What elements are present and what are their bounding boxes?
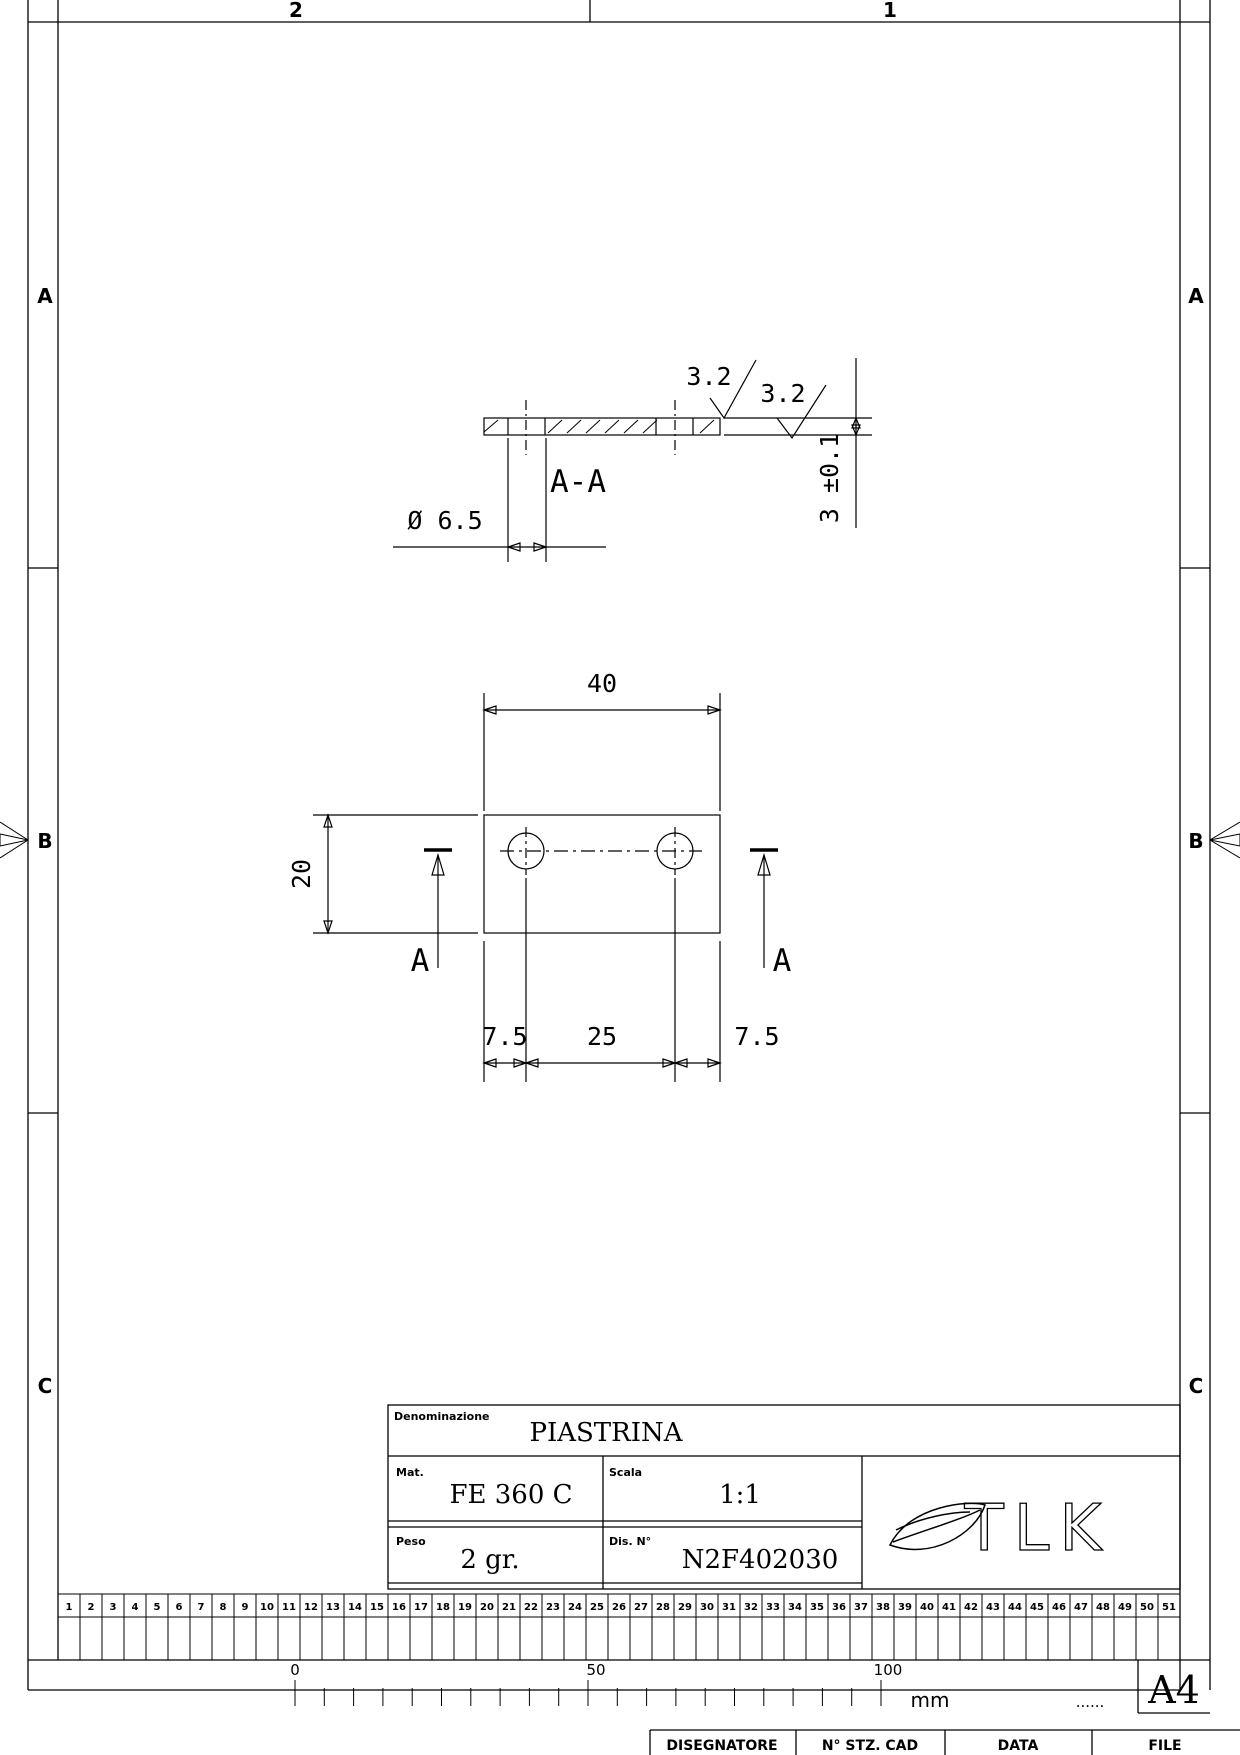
- revision-cell-number: 10: [260, 1602, 274, 1613]
- logo-text: TLK: [964, 1492, 1112, 1566]
- zone-row-a-left: A: [37, 284, 53, 308]
- scale-unit: mm: [910, 1688, 950, 1712]
- revision-cell-number: 11: [282, 1602, 296, 1613]
- revision-cell-number: 1: [65, 1602, 73, 1613]
- centering-mark-left-fill: [0, 834, 28, 846]
- revision-cell-number: 49: [1118, 1602, 1132, 1613]
- value-dis: N2F402030: [681, 1545, 839, 1575]
- revision-cell-number: 17: [414, 1602, 428, 1613]
- revision-cell-number: 45: [1030, 1602, 1044, 1613]
- footer-disegnatore: DISEGNATORE: [666, 1738, 778, 1754]
- roughness-value-1: 3.2: [686, 362, 732, 391]
- revision-cell-number: 19: [458, 1602, 472, 1613]
- roughness-value-2: 3.2: [760, 379, 806, 408]
- revision-cell-number: 43: [986, 1602, 1000, 1613]
- revision-cell-number: 2: [87, 1602, 95, 1613]
- revision-cell-number: 4: [131, 1602, 139, 1613]
- revision-cell-number: 20: [480, 1602, 494, 1613]
- revision-cell-number: 15: [370, 1602, 384, 1613]
- scale-label-50: 50: [586, 1661, 606, 1679]
- revision-cell-number: 22: [524, 1602, 538, 1613]
- revision-cell-number: 41: [942, 1602, 956, 1613]
- zone-row-c-right: C: [1188, 1374, 1204, 1398]
- label-denominazione: Denominazione: [394, 1410, 490, 1423]
- footer-file: FILE: [1148, 1738, 1182, 1754]
- revision-cell-number: 14: [348, 1602, 362, 1613]
- dim-width: 20: [287, 858, 316, 890]
- label-dis: Dis. N°: [609, 1535, 652, 1548]
- revision-cell-number: 9: [241, 1602, 249, 1613]
- cut-label-right: A: [772, 943, 792, 979]
- zone-row-a-right: A: [1188, 284, 1204, 308]
- revision-cell-number: 6: [175, 1602, 183, 1613]
- revision-cell-number: 35: [810, 1602, 824, 1613]
- revision-cell-number: 46: [1052, 1602, 1066, 1613]
- dim-length: 40: [586, 669, 618, 698]
- revision-cell-number: 44: [1008, 1602, 1022, 1613]
- dim-hole-pitch: 25: [586, 1022, 618, 1051]
- revision-cell-number: 23: [546, 1602, 560, 1613]
- format-label: A4: [1148, 1668, 1200, 1712]
- cut-label-left: A: [410, 943, 430, 979]
- scale-label-0: 0: [290, 1661, 300, 1679]
- revision-cell-number: 30: [700, 1602, 714, 1613]
- revision-cell-number: 37: [854, 1602, 868, 1613]
- value-scala: 1:1: [719, 1480, 761, 1510]
- centering-mark-right-fill: [1210, 834, 1240, 846]
- section-hatching: [484, 420, 714, 433]
- revision-cell-number: 16: [392, 1602, 406, 1613]
- zone-col-2: 2: [289, 0, 303, 22]
- revision-cell-number: 13: [326, 1602, 340, 1613]
- revision-cell-number: 34: [788, 1602, 802, 1613]
- revision-cell-number: 8: [219, 1602, 227, 1613]
- revision-cell-number: 21: [502, 1602, 516, 1613]
- revision-cell-number: 48: [1096, 1602, 1110, 1613]
- value-denominazione: PIASTRINA: [529, 1418, 683, 1448]
- label-mat: Mat.: [396, 1466, 424, 1479]
- revision-cell-number: 25: [590, 1602, 604, 1613]
- revision-cell-number: 32: [744, 1602, 758, 1613]
- revision-cell-number: 36: [832, 1602, 846, 1613]
- footer-data: DATA: [997, 1738, 1039, 1754]
- section-title: A-A: [550, 464, 606, 500]
- value-mat: FE 360 C: [449, 1480, 573, 1510]
- dim-edge-left: 7.5: [482, 1022, 528, 1051]
- revision-cell-number: 31: [722, 1602, 736, 1613]
- footer-stz-cad: N° STZ. CAD: [821, 1738, 919, 1754]
- revision-cell-number: 33: [766, 1602, 780, 1613]
- zone-row-c-left: C: [37, 1374, 53, 1398]
- plan-view: [313, 693, 778, 1082]
- label-peso: Peso: [396, 1535, 426, 1548]
- label-scala: Scala: [609, 1466, 643, 1479]
- revision-cell-number: 28: [656, 1602, 670, 1613]
- revision-cell-number: 29: [678, 1602, 692, 1613]
- dim-thickness: 3 ±0.1: [815, 432, 844, 524]
- revision-grid: [58, 1594, 1180, 1660]
- revision-cell-number: 5: [153, 1602, 161, 1613]
- centering-mark-left: [0, 822, 28, 858]
- zone-row-b-left: B: [37, 829, 53, 853]
- revision-cell-number: 50: [1140, 1602, 1154, 1613]
- revision-cell-number: 18: [436, 1602, 450, 1613]
- revision-cell-number: 26: [612, 1602, 626, 1613]
- dim-hole-diameter: Ø 6.5: [407, 506, 483, 535]
- dim-edge-right: 7.5: [734, 1022, 780, 1051]
- revision-cell-number: 51: [1162, 1602, 1176, 1613]
- centering-mark-right: [1210, 822, 1240, 858]
- revision-cell-number: 42: [964, 1602, 978, 1613]
- revision-cell-number: 3: [109, 1602, 117, 1613]
- revision-cell-number: 47: [1074, 1602, 1088, 1613]
- scale-bar: [295, 1680, 1138, 1706]
- revision-cell-number: 12: [304, 1602, 318, 1613]
- value-peso: 2 gr.: [460, 1545, 520, 1575]
- revision-cell-number: 24: [568, 1602, 582, 1613]
- revision-cell-number: 27: [634, 1602, 648, 1613]
- revision-cell-number: 39: [898, 1602, 912, 1613]
- zone-col-1: 1: [883, 0, 897, 22]
- scale-dots: ......: [1075, 1693, 1105, 1711]
- scale-label-100: 100: [873, 1661, 903, 1679]
- revision-cell-number: 38: [876, 1602, 890, 1613]
- revision-cell-number: 40: [920, 1602, 934, 1613]
- zone-row-b-right: B: [1188, 829, 1204, 853]
- revision-cell-number: 7: [197, 1602, 205, 1613]
